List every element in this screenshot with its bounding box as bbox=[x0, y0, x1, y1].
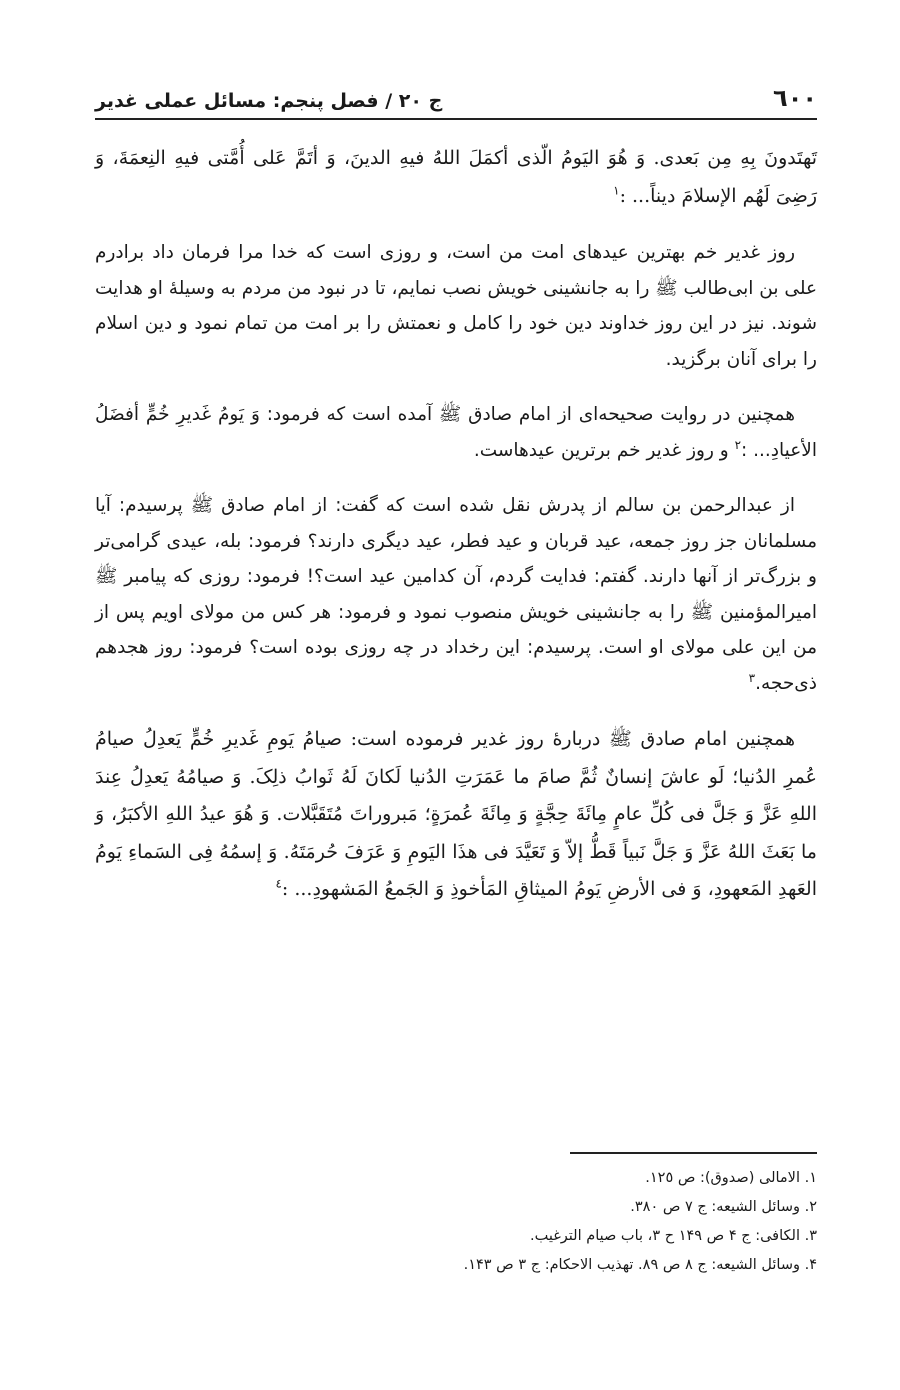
footnote-4: ۴. وسائل الشیعه: ج ٨ ص ٨٩. تهذیب الاحکام: ج ٣ ص ١۴٣. bbox=[463, 1257, 817, 1273]
footnote-1: ١. الامالی (صدوق): ص ١٢٥. bbox=[645, 1170, 817, 1186]
fasting-narration-paragraph bbox=[95, 721, 817, 909]
hadith-paragraph-1 bbox=[95, 140, 817, 215]
footnote-mark-2: ٢ bbox=[734, 437, 742, 452]
page-number: ٦٠٠ bbox=[773, 84, 817, 112]
paragraph-text: تَهتَدونَ بِهِ مِن بَعدی. وَ هُوَ الیَومُ الّذی أکمَلَ اللهُ فیهِ الدینَ، وَ أتَمَّ عَلی أُمَّتی فیهِ النِعمَةَ، وَ رَضِیَ لَهُم الإسلامَ دیناً... : bbox=[95, 147, 818, 207]
footnote-mark-3: ٣ bbox=[748, 670, 756, 685]
footnote-2: ٢. وسائل الشیعه: ج ٧ ص ٣٨٠. bbox=[630, 1199, 817, 1215]
paragraph-text: از عبدالرحمن بن سالم از پدرش نقل شده است که گفت: از امام صادق ﷺ پرسیدم: آیا مسلمانان جز روز جمعه، عید قربان و عید فطر، عید دیگری دارند؟ فرمود: بله، عیدی گرامی‌تر و بزرگ‌تر از آنها دارند. گفتم: فدایت گردم، آن کدامین عید است؟! فرمود: روزی که پیامبر ﷺ امیرالمؤمنین ﷺ را به جانشینی خویش منصوب نمود و فرمود: هر کس من مولای اویم پس از من این علی مولای او است. پرسیدم: این رخداد در چه روزی بوده است؟ فرمود: روز هجدهم ذی‌حجه. bbox=[95, 495, 817, 694]
abdulrahman-narration-paragraph bbox=[95, 488, 817, 701]
footnote-mark-4: ٤ bbox=[275, 876, 282, 891]
footnote-divider bbox=[570, 1152, 817, 1154]
translation-paragraph bbox=[95, 235, 817, 377]
footnotes bbox=[95, 1164, 817, 1280]
footnote-3: ٣. الکافی: ج ۴ ص ١۴٩ ح ٣، باب صیام الترغیب. bbox=[530, 1228, 817, 1244]
page-header bbox=[95, 72, 817, 112]
footnote-mark-1: ١ bbox=[613, 183, 620, 198]
paragraph-text: روز غدیر خم بهترین عیدهای امت من است، و روزی است که خدا مرا فرمان داد برادرم علی بن ابی‌طالب ﷺ را به جانشینی خویش نصب نمایم، تا در نبود من مردم به وسیلهٔ او هدایت شوند. نیز در این روز خداوند دین خود را کامل و نعمتش را بر امت من تمام نمود و دین اسلام را برای آنان برگزید. bbox=[95, 242, 817, 370]
paragraph-text: همچنین در روایت صحیحه‌ای از امام صادق ﷺ آمده است که فرمود: وَ یَومُ غَدیرِ خُمٍّ أفضَلُ الأعیادِ... : bbox=[95, 404, 817, 461]
paragraph-text: همچنین امام صادق ﷺ دربارهٔ روز غدیر فرموده است: صیامُ یَومِ غَدیرِ خُمٍّ یَعدِلُ صیامُ عُمرِ الدُنیا؛ لَو عاشَ إنسانٌ ثُمَّ صامَ ما عَمَرَتِ الدُنیا لَکانَ لَهُ ثَوابُ ذلِکَ. وَ صیامُهُ یَعدِلُ عِندَ اللهِ عَزَّ وَ جَلَّ فی کُلِّ عامٍ مِائَةَ حِجَّةٍ وَ مِائَةَ عُمرَةٍ؛ مَبروراتَ مُتَقَبَّلات. وَ هُوَ عیدُ اللهِ الأکبَرُ، وَ ما بَعَثَ اللهُ عَزَّ وَ جَلَّ نَبیاً قَطُّ إلاّ وَ تَعَیَّدَ فی هذَا الیَومِ وَ عَرَفَ حُرمَتَهُ. وَ إسمُهُ فِی السَماءِ یَومُ العَهدِ المَعهودِ، وَ فی الأرضِ یَومُ المیثاقِ المَأخوذِ وَ الجَمعُ المَشهودِ... : bbox=[95, 728, 817, 900]
paragraph-text-continued: و روز غدیر خم برترین عیدهاست. bbox=[473, 439, 735, 461]
sadiq-narration-paragraph bbox=[95, 397, 817, 468]
running-title: ج ٢٠ / فصل پنجم: مسائل عملی غدیر bbox=[95, 90, 443, 112]
header-divider bbox=[95, 118, 817, 120]
body-text bbox=[95, 140, 817, 929]
